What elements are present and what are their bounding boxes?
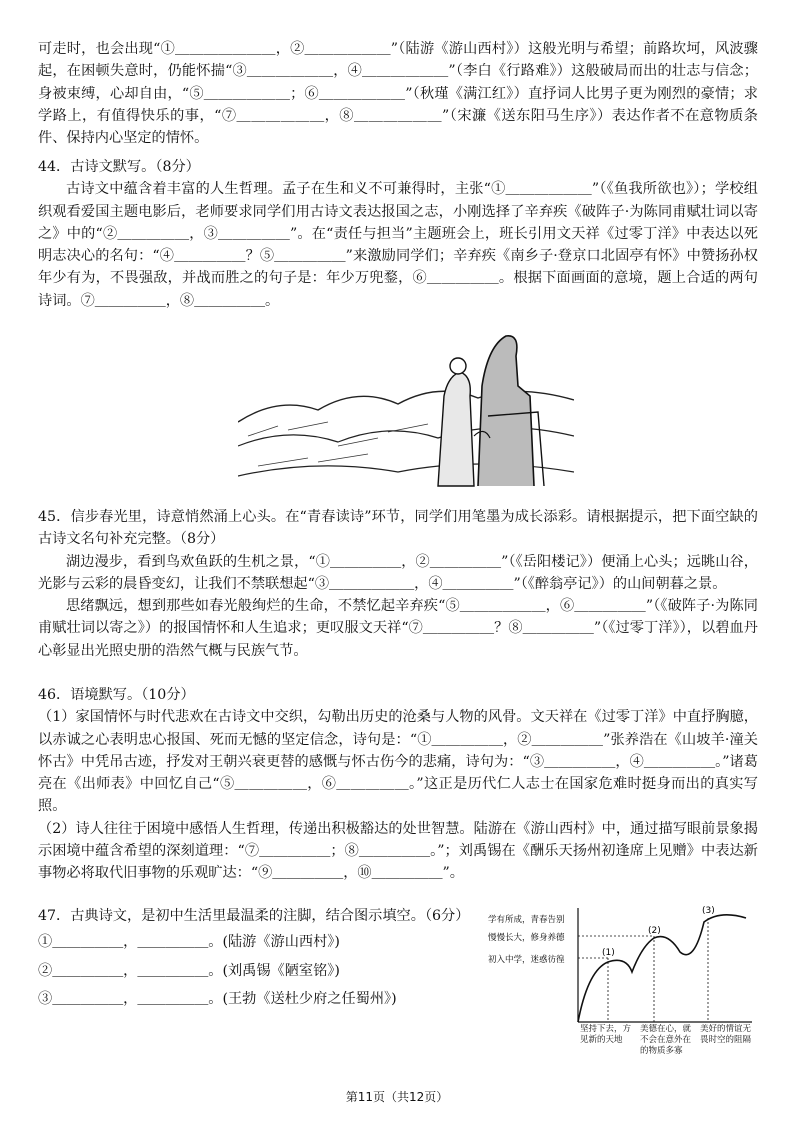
- q47-line-2: ②＿＿＿＿＿，＿＿＿＿＿。(刘禹锡《陋室铭》): [38, 962, 340, 979]
- q45-block: [38, 506, 758, 662]
- q44-text: 古诗文中蕴含着丰富的人生哲理。孟子在生和义不可兼得时，主张“①＿＿＿＿＿＿”（《鱼我所欲也》）；学校组织观看爱国主题电影后，老师要求同学们用古诗文表达报国之志，小刚选择了辛弃疾《破阵子·为陈同甫赋壮词以寄之》中的“②＿＿＿＿＿，③＿＿＿＿＿”。在“责任与担当”主题班会上，班长引用文天祥《过零丁洋》中表达以死明志决心的名句：“④＿＿＿＿＿？⑤＿＿＿＿＿”来激励同学们；辛弃疾《南乡子·登京口北固亭有怀》中赞扬孙权年少有为，不畏强敌，并战而胜之的句子是：年少万兜鍪，⑥＿＿＿＿＿。根据下面画面的意境，题上合适的两句诗词。⑦＿＿＿＿＿，⑧＿＿＿＿＿。: [38, 181, 758, 309]
- q45-heading: 45．信步春光里，诗意悄然涌上心头。在“青春读诗”环节，同学们用笔墨为成长添彩。请根据提示，把下面空缺的古诗文名句补充完整。（8分）: [38, 509, 758, 548]
- q47-line-1: ①＿＿＿＿＿，＿＿＿＿＿。(陆游《游山西村》): [38, 934, 340, 951]
- q47-heading: 47．古典诗文，是初中生活里最温柔的注脚，结合图示填空。（6分）: [38, 908, 470, 924]
- chart-growth-line: [578, 915, 746, 1022]
- q45-para-1: 湖边漫步，看到鸟欢鱼跃的生机之景，“①＿＿＿＿＿，②＿＿＿＿＿”（《岳阳楼记》）便涌上心头；远眺山谷，光影与云彩的晨昏变幻，让我们不禁联想起“③＿＿＿＿＿＿，④＿＿＿＿＿”（《醉翁亭记》）的山间朝暮之景。: [38, 553, 758, 592]
- q44-heading: 44．古诗文默写。（8分）: [38, 159, 200, 175]
- chart-xlabel-3: 美好的情谊无畏时空的阻隔: [700, 1024, 752, 1045]
- page-footer: 第11页（共12页）: [345, 1090, 449, 1104]
- q46-para-1: （1）家国情怀与时代悲欢在古诗文中交织，勾勒出历史的沧桑与人物的风骨。文天祥在《过零丁洋》中直抒胸臆，以赤诚之心表明忠心报国、死而无憾的坚定信念，诗句是：“①＿＿＿＿＿，②＿＿＿＿＿”张养浩在《山坡羊·潼关怀古》中凭吊古迹，抒发对王朝兴衰更替的感慨与怀古伤今的悲痛，诗句为：“③＿＿＿＿＿，④＿＿＿＿＿。”诸葛亮在《出师表》中回忆自己“⑤＿＿＿＿＿，⑥＿＿＿＿＿。”这正是历代仁人志士在国家危难时挺身而出的真实写照。: [38, 709, 758, 815]
- ink-illustration-farewell: [238, 326, 574, 496]
- chart-xlabel-2: 美德在心，就不会在意外在的物质多寡: [640, 1024, 692, 1056]
- q46-heading: 46．语境默写。（10分）: [38, 687, 195, 703]
- q44-block: [38, 156, 758, 312]
- chart-ylabel-1: 学有所成，青春告别: [488, 915, 565, 925]
- chart-ylabel-3: 初入中学，迷惑彷徨: [488, 955, 565, 965]
- chart-point-1: (1): [602, 948, 615, 958]
- chart-ylabel-2: 慢慢长大，修身养德: [488, 933, 565, 943]
- q47-block: [38, 905, 478, 1010]
- chart-point-3: (3): [702, 906, 715, 916]
- q45-para-2: 思绪飘远，想到那些如春光般绚烂的生命，不禁忆起辛弃疾“⑤＿＿＿＿＿＿，⑥＿＿＿＿＿”（《破阵子·为陈同甫赋壮词以寄之》）的报国情怀和人生追求；更叹服文天祥“⑦＿＿＿＿＿？⑧＿＿＿＿＿”（《过零丁洋》），以碧血丹心彰显出光照史册的浩然气概与民族气节。: [38, 598, 758, 659]
- chart-xlabel-1: 坚持下去，方见新的天地: [580, 1024, 632, 1045]
- growth-chart: [484, 900, 756, 1068]
- q46-block: [38, 684, 758, 885]
- q47-line-3: ③＿＿＿＿＿，＿＿＿＿＿。(王勃《送杜少府之任蜀州》): [38, 990, 397, 1007]
- q46-para-2: （2）诗人往往于困境中感悟人生哲理，传递出积极豁达的处世智慧。陆游在《游山西村》中，通过描写眼前景象揭示困境中蕴含希望的深刻道理：“⑦＿＿＿＿＿；⑧＿＿＿＿＿。”；刘禹锡在《酬乐天扬州初逢席上见赠》中表达新事物必将取代旧事物的乐观旷达：“⑨＿＿＿＿＿，⑩＿＿＿＿＿”。: [38, 820, 758, 882]
- q43-text: 可走时，也会出现“①＿＿＿＿＿＿＿，②＿＿＿＿＿＿”（陆游《游山西村》）这般光明与希望；前路坎坷，风波骤起，在困顿失意时，仍能怀揣“③＿＿＿＿＿＿，④＿＿＿＿＿＿”（李白《行路难》）这般破局而出的壮志与信念；身被束缚，心却自由，“⑤＿＿＿＿＿＿；⑥＿＿＿＿＿＿”（秋瑾《满江红》）直抒词人比男子更为刚烈的豪情；求学路上，有值得快乐的事，“⑦＿＿＿＿＿＿，⑧＿＿＿＿＿＿”（宋濂《送东阳马生序》）表达作者不在意物质条件、保持内心坚定的情怀。: [38, 41, 758, 147]
- chart-point-2: (2): [648, 926, 661, 936]
- q43-continuation: [38, 38, 758, 149]
